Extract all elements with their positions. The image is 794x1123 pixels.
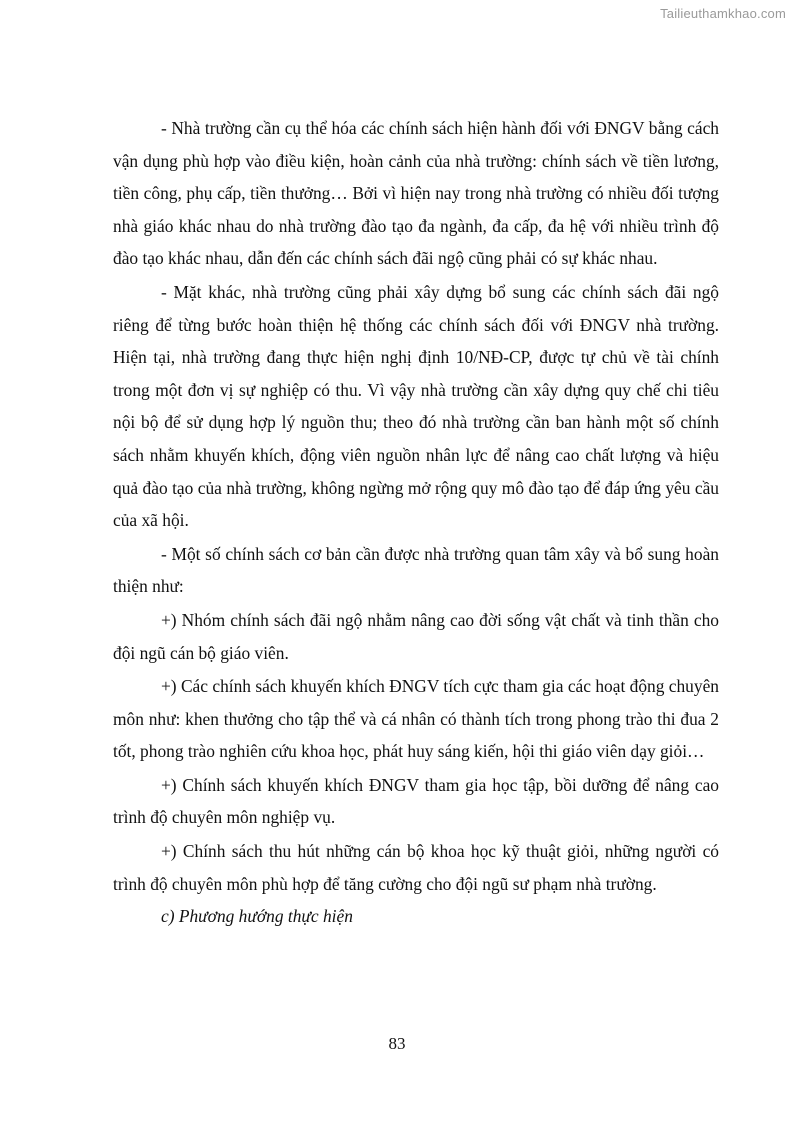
paragraph-1: - Nhà trường cần cụ thể hóa các chính sách hiện hành đối với ĐNGV bằng cách vận dụng phù hợp vào điều kiện, hoàn cảnh của nhà trường: chính sách về tiền lương, tiền công, phụ cấp, tiền thưởng… Bởi vì hiện nay trong nhà trường có nhiều đối tượng nhà giáo khác nhau do nhà trường đào tạo đa ngành, đa cấp, đa hệ với nhiều trình độ đào tạo khác nhau, dẫn đến các chính sách đãi ngộ cũng phải có sự khác nhau. <box>113 118 719 269</box>
page-number: 83 <box>388 1034 406 1053</box>
paragraph-7: +) Chính sách thu hút những cán bộ khoa học kỹ thuật giỏi, những người có trình độ chuyên môn phù hợp để tăng cường cho đội ngũ sư phạm nhà trường. <box>113 841 719 894</box>
paragraph-6: +) Chính sách khuyến khích ĐNGV tham gia học tập, bồi dưỡng để nâng cao trình độ chuyên môn nghiệp vụ. <box>113 774 719 828</box>
watermark-text: Tailieuthamkhao.com <box>660 6 786 21</box>
paragraph-5: +) Các chính sách khuyến khích ĐNGV tích cực tham gia các hoạt động chuyên môn như: khen thưởng cho tập thể và cá nhân có thành tích trong phong trào thi đua 2 tốt, phong trào nghiên cứu khoa học, phát huy sáng kiến, hội thi giáo viên dạy giỏi… <box>113 676 719 762</box>
paragraph-3: - Một số chính sách cơ bản cần được nhà trường quan tâm xây và bổ sung hoàn thiện như: <box>113 543 719 597</box>
document-body <box>113 112 719 933</box>
paragraph-4: +) Nhóm chính sách đãi ngộ nhằm nâng cao đời sống vật chất và tinh thần cho đội ngũ cán bộ giáo viên. <box>113 609 719 663</box>
paragraph-2: - Mặt khác, nhà trường cũng phải xây dựng bổ sung các chính sách đãi ngộ riêng để từng bước hoàn thiện hệ thống các chính sách đối với ĐNGV nhà trường. Hiện tại, nhà trường đang thực hiện nghị định 10/NĐ-CP, được tự chủ về tài chính trong một đơn vị sự nghiệp có thu. Vì vậy nhà trường cần xây dựng quy chế chi tiêu nội bộ để sử dụng hợp lý nguồn thu; theo đó nhà trường cần ban hành một số chính sách nhằm khuyến khích, động viên nguồn nhân lực để nâng cao chất lượng và hiệu quả đào tạo của nhà trường, không ngừng mở rộng quy mô đào tạo để đáp ứng yêu cầu của xã hội. <box>113 281 719 531</box>
section-heading: c) Phương hướng thực hiện <box>161 906 353 927</box>
